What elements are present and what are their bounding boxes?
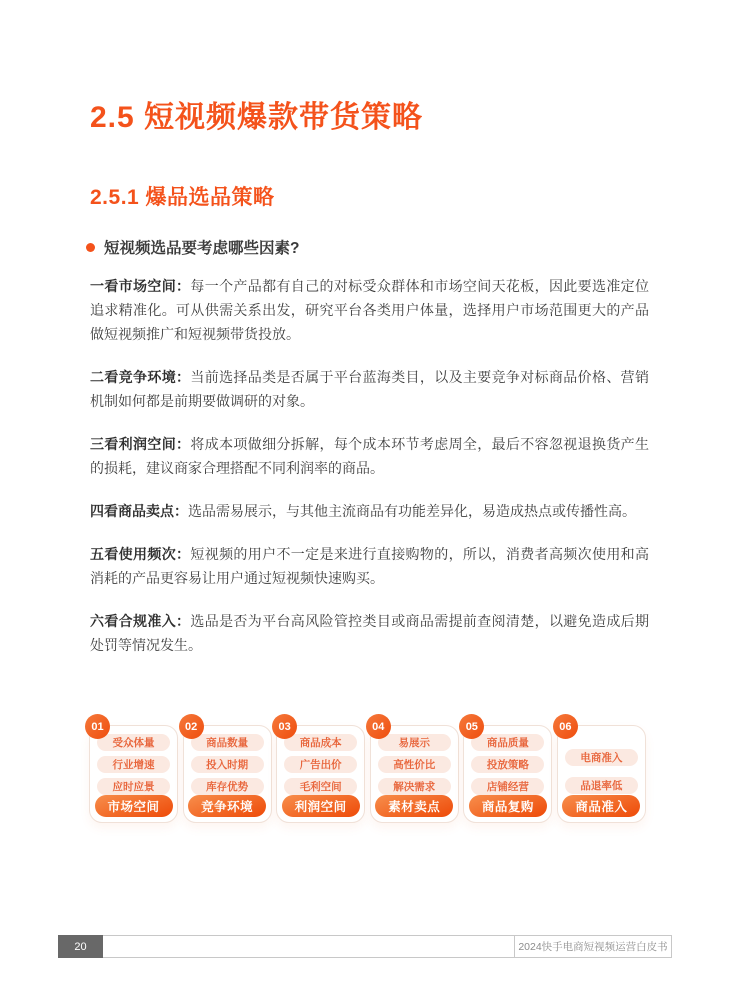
subsection-title: 2.5.1 爆品选品策略 <box>90 186 275 209</box>
card-item: 高性价比 <box>378 756 451 773</box>
paragraph-lead: 二看竞争环境： <box>90 369 191 385</box>
footer-spacer <box>103 936 514 957</box>
card-item: 投入时期 <box>191 756 264 773</box>
factor-card-market-space <box>89 720 178 823</box>
paragraph-text: 当前选择品类是否属于平台蓝海类目，以及主要竞争对标商品价格、营销机制如何都是前期要做调研的对象。 <box>90 369 650 409</box>
card-label: 商品准入 <box>562 795 640 817</box>
card-item: 库存优势 <box>191 778 264 795</box>
card-items <box>378 734 451 795</box>
card-item: 受众体量 <box>97 734 170 751</box>
card-item: 店铺经营 <box>471 778 544 795</box>
page-number: 20 <box>58 935 103 958</box>
factor-cards <box>89 720 646 823</box>
paragraph-market-space <box>90 274 649 346</box>
card-label: 素材卖点 <box>375 795 453 817</box>
bullet-icon <box>86 243 95 252</box>
card-label: 利润空间 <box>282 795 360 817</box>
paragraph-lead: 一看市场空间： <box>90 278 191 294</box>
paragraph-competition <box>90 365 649 413</box>
card-item: 品退率低 <box>565 777 638 794</box>
paragraph-text: 每一个产品都有自己的对标受众群体和市场空间天花板，因此要选准定位追求精准化。可从供需关系出发，研究平台各类用户体量，选择用户市场范围更大的产品做短视频推广和短视频带货投放。 <box>90 278 650 342</box>
card-label: 竞争环境 <box>188 795 266 817</box>
factor-card-admission <box>557 720 646 823</box>
card-item: 解决需求 <box>378 778 451 795</box>
card-number-badge: 03 <box>272 714 297 739</box>
page-footer <box>58 935 672 958</box>
card-label: 商品复购 <box>469 795 547 817</box>
paragraph-text: 选品需易展示，与其他主流商品有功能差异化，易造成热点或传播性高。 <box>188 503 636 519</box>
card-item: 商品数量 <box>191 734 264 751</box>
factor-card-repurchase <box>463 720 552 823</box>
paragraph-usage-frequency <box>90 542 649 590</box>
paragraph-text: 短视频的用户不一定是来进行直接购物的，所以，消费者高频次使用和高消耗的产品更容易让用户通过短视频快速购买。 <box>90 546 650 586</box>
card-item: 投放策略 <box>471 756 544 773</box>
paragraph-lead: 三看利润空间： <box>90 436 191 452</box>
question-heading-text: 短视频选品要考虑哪些因素? <box>104 240 300 257</box>
card-items <box>284 734 357 795</box>
card-number-badge: 02 <box>179 714 204 739</box>
card-number-badge: 01 <box>85 714 110 739</box>
card-items <box>471 734 544 795</box>
card-number-badge: 04 <box>366 714 391 739</box>
factor-card-profit <box>276 720 365 823</box>
paragraph-lead: 四看商品卖点： <box>90 503 188 519</box>
card-item: 电商准入 <box>565 749 638 766</box>
paragraph-text: 选品是否为平台高风险管控类目或商品需提前查阅清楚，以避免造成后期处罚等情况发生。 <box>90 613 650 653</box>
card-item: 商品质量 <box>471 734 544 751</box>
paragraph-selling-point <box>90 499 649 523</box>
card-items <box>191 734 264 795</box>
card-item: 毛利空间 <box>284 778 357 795</box>
paragraph-lead: 五看使用频次： <box>90 546 191 562</box>
factor-card-selling-point <box>370 720 459 823</box>
paragraph-lead: 六看合规准入： <box>90 613 191 629</box>
card-item: 应时应景 <box>97 778 170 795</box>
card-items <box>97 734 170 795</box>
card-number-badge: 05 <box>459 714 484 739</box>
body-paragraphs <box>90 274 649 676</box>
card-item: 易展示 <box>378 734 451 751</box>
card-items <box>565 734 638 794</box>
paragraph-compliance <box>90 609 649 657</box>
card-item: 商品成本 <box>284 734 357 751</box>
card-label: 市场空间 <box>95 795 173 817</box>
card-number-badge: 06 <box>553 714 578 739</box>
document-title: 2024快手电商短视频运营白皮书 <box>514 936 671 957</box>
card-item: 行业增速 <box>97 756 170 773</box>
paragraph-text: 将成本项做细分拆解，每个成本环节考虑周全，最后不容忽视退换货产生的损耗，建议商家合理搭配不同利润率的商品。 <box>90 436 650 476</box>
section-title: 2.5 短视频爆款带货策略 <box>90 101 424 134</box>
paragraph-profit <box>90 432 649 480</box>
card-item: 广告出价 <box>284 756 357 773</box>
factor-card-competition <box>183 720 272 823</box>
question-heading <box>86 236 299 258</box>
